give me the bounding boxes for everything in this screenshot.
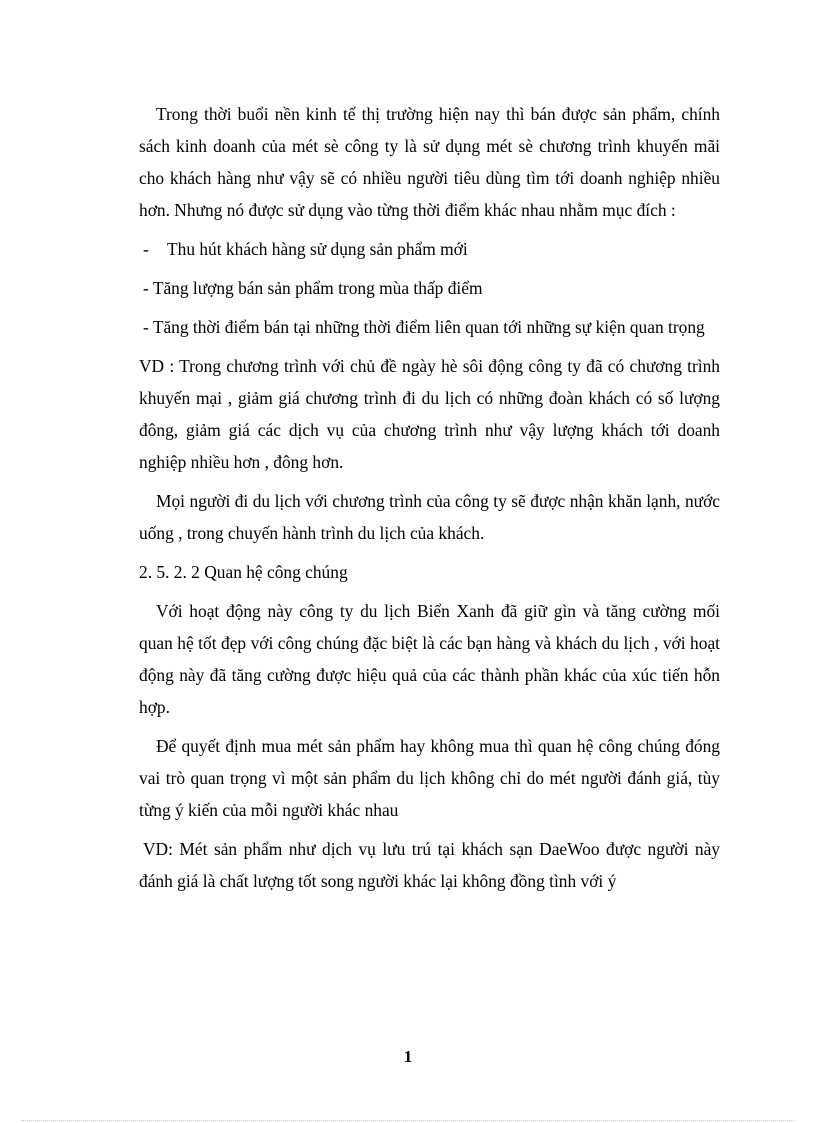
page-bottom-divider (22, 1120, 794, 1121)
section-heading: 2. 5. 2. 2 Quan hệ công chúng (139, 562, 348, 582)
bullet-item-2: - Tăng lượng bán sản phẩm trong mùa thấp điểm (143, 278, 483, 298)
paragraph-gifts: Mọi người đi du lịch với chương trình của công ty sẽ được nhận khăn lạnh, nước uống , trong chuyến hành trình du lịch của khách. (139, 491, 720, 543)
paragraph-example-2: VD: Mét sản phẩm như dịch vụ lưu trú tại khách sạn DaeWoo được người này đánh giá là chất lượng tốt song người khác lại không đồng tình với ý (139, 839, 720, 891)
paragraph-public-relations: Với hoạt động này công ty du lịch Biển Xanh đã giữ gìn và tăng cường mối quan hệ tốt đẹp với công chúng đặc biệt là các bạn hàng và khách du lịch , với hoạt động này đã tăng cường được hiệu quả của các thành phần khác của xúc tiến hỗn hợp. (139, 601, 720, 717)
paragraph-intro: Trong thời buổi nền kinh tế thị trường hiện nay thì bán được sản phẩm, chính sách kinh doanh của mét sè công ty là sử dụng mét sè chương trình khuyến mãi cho khách hàng như vậy sẽ có nhiều người tiêu dùng tìm tới doanh nghiệp nhiều hơn. Nhưng nó được sử dụng vào từng thời điểm khác nhau nhằm mục đích : (139, 104, 720, 220)
document-body (139, 98, 720, 904)
page-number: 1 (403, 1047, 413, 1066)
bullet-item-1-text: Thu hút khách hàng sử dụng sản phẩm mới (167, 239, 468, 259)
bullet-item-1 (139, 233, 720, 265)
bullet-item-3: - Tăng thời điểm bán tại những thời điểm liên quan tới những sự kiện quan trọng (143, 317, 705, 337)
paragraph-example-1: VD : Trong chương trình với chủ đề ngày hè sôi động công ty đã có chương trình khuyến mại , giảm giá chương trình đi du lịch có những đoàn khách có số lượng đông, giảm giá các dịch vụ của chương trình như vậy lượng khách tới doanh nghiệp nhiều hơn , đông hơn. (139, 356, 720, 472)
paragraph-purchase-decision: Để quyết định mua mét sản phẩm hay không mua thì quan hệ công chúng đóng vai trò quan trọng vì một sản phẩm du lịch không chỉ do mét người đánh giá, tùy từng ý kiến của mỗi người khác nhau (139, 736, 720, 820)
bullet-dash: - (143, 239, 149, 259)
